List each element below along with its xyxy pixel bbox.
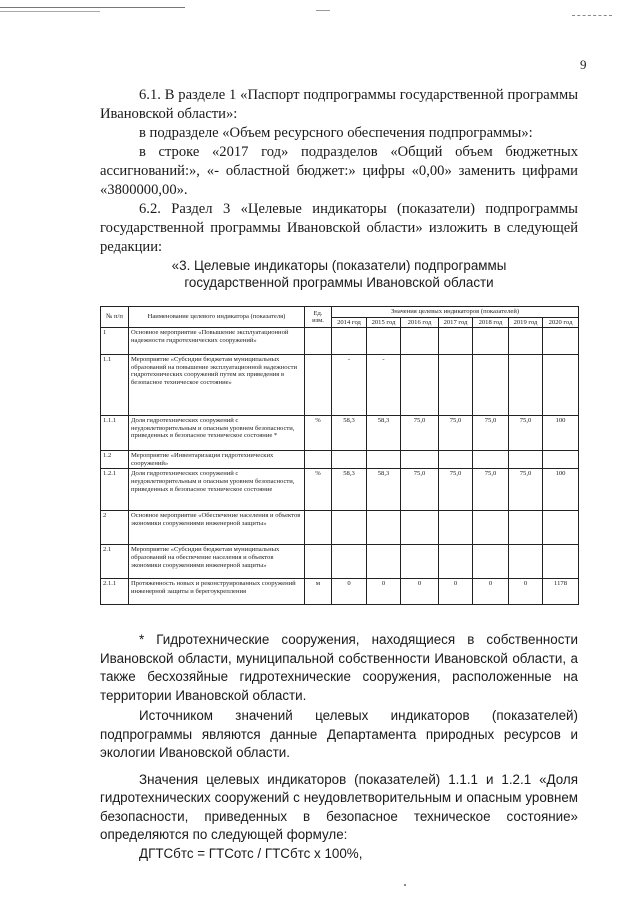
row-number-cell: 1.1.1 — [101, 416, 129, 451]
row-number-cell: 1.1 — [101, 355, 129, 416]
unit-cell — [305, 355, 332, 416]
year-cell: 2015 год — [367, 317, 401, 328]
value-cell — [473, 328, 509, 355]
value-cell: 75,0 — [401, 469, 439, 511]
year-cell: 2016 год — [401, 317, 439, 328]
source-paragraph: Источником значений целевых индикаторов (показателей) подпрограммы являются данные Департамента природных ресурсов и экологии Ивановской области. — [100, 708, 578, 760]
row-number-cell: 1 — [101, 328, 129, 355]
indicator-name-cell: Доля гидротехнических сооружений с неудовлетворительным и опасным уровнем безопасности, приведенных в безопасное техническое состояние — [129, 469, 305, 511]
value-cell: 100 — [543, 469, 579, 511]
paragraph-6-2: 6.2. Раздел 3 «Целевые индикаторы (показатели) подпрограммы государственной программы Ивановской области» изложить в следующей редакции: — [100, 201, 578, 255]
value-cell: 75,0 — [473, 416, 509, 451]
value-cell — [543, 511, 579, 545]
header-rule-secondary — [0, 11, 100, 12]
value-cell — [473, 545, 509, 579]
value-cell: 58,3 — [367, 469, 401, 511]
scan-dash — [572, 15, 612, 16]
indicator-name-cell: Мероприятие «Субсидии бюджетам муниципальных образований на обеспечение населения и объектов экономики сооружениями инженерной защиты» — [129, 545, 305, 579]
value-cell — [401, 511, 439, 545]
value-cell — [509, 451, 543, 469]
value-cell: 75,0 — [401, 416, 439, 451]
row-number-cell: 2 — [101, 511, 129, 545]
value-cell: 58,3 — [332, 416, 367, 451]
table-body — [101, 328, 579, 605]
header-rule — [0, 7, 185, 8]
header-values: Значения целевых индикаторов (показателей) — [332, 307, 579, 318]
unit-cell — [305, 545, 332, 579]
value-cell: 0 — [401, 579, 439, 605]
paragraph-row-2017: в строке «2017 год» подразделов «Общий объем бюджетных ассигнований:», «- областной бюджет:» цифры «0,00» заменить цифрами «3800000,00». — [100, 144, 578, 198]
value-cell: 75,0 — [439, 469, 473, 511]
table-title-line-2: государственной программы Ивановской области — [184, 275, 494, 290]
value-cell — [543, 328, 579, 355]
indicator-name-cell: Основное мероприятие «Повышение эксплуатационной надежности гидротехнических сооружений» — [129, 328, 305, 355]
scan-mark — [316, 10, 330, 13]
unit-cell: % — [305, 469, 332, 511]
page-number: 9 — [580, 57, 587, 72]
value-cell — [473, 511, 509, 545]
value-cell — [367, 511, 401, 545]
value-cell — [439, 355, 473, 416]
value-cell — [401, 451, 439, 469]
table-title — [100, 257, 578, 291]
value-cell — [439, 451, 473, 469]
header-unit: Ед. изм. — [305, 307, 332, 328]
row-number-cell: 2.1 — [101, 545, 129, 579]
value-cell — [367, 545, 401, 579]
table-row — [101, 469, 579, 511]
value-cell — [473, 355, 509, 416]
value-cell: 1178 — [543, 579, 579, 605]
table-row — [101, 579, 579, 605]
scan-dot — [404, 884, 406, 886]
value-cell: 75,0 — [439, 416, 473, 451]
header-name: Наименование целевого индикатора (показателя) — [129, 307, 305, 328]
value-cell — [332, 451, 367, 469]
value-cell — [439, 328, 473, 355]
year-cell: 2014 год — [332, 317, 367, 328]
value-cell: 75,0 — [473, 469, 509, 511]
table-row — [101, 416, 579, 451]
value-cell: 100 — [543, 416, 579, 451]
value-cell: 0 — [509, 579, 543, 605]
row-number-cell: 2.1.1 — [101, 579, 129, 605]
indicators-table — [100, 306, 579, 605]
formula: ДГТСбтс = ГТСотс / ГТСбтс х 100%, — [139, 845, 363, 861]
paragraph-6-1: 6.1. В разделе 1 «Паспорт подпрограммы государственной программы Ивановской области»: — [100, 87, 578, 122]
header-num: № п/п — [101, 307, 129, 328]
value-cell: 0 — [332, 579, 367, 605]
value-cell: 75,0 — [509, 416, 543, 451]
value-cell: 75,0 — [509, 469, 543, 511]
value-cell — [367, 328, 401, 355]
table-row — [101, 328, 579, 355]
unit-cell — [305, 451, 332, 469]
value-cell — [332, 511, 367, 545]
row-number-cell: 1.2.1 — [101, 469, 129, 511]
value-cell — [401, 328, 439, 355]
value-cell — [401, 355, 439, 416]
table-row — [101, 511, 579, 545]
indicator-name-cell: Мероприятие «Инвентаризация гидротехнических сооружений» — [129, 451, 305, 469]
table-row — [101, 451, 579, 469]
indicator-name-cell: Основное мероприятие «Обеспечение населения и объектов экономики сооружениями инженерной защиты» — [129, 511, 305, 545]
table-header-row — [101, 307, 579, 318]
value-cell — [332, 328, 367, 355]
value-cell — [509, 355, 543, 416]
paragraph-subsection: в подразделе «Объем ресурсного обеспечения подпрограммы»: — [139, 125, 533, 141]
value-cell — [509, 511, 543, 545]
indicator-name-cell: Доля гидротехнических сооружений с неудовлетворительным и опасным уровнем безопасности, приведенных в безопасное техническое состояние * — [129, 416, 305, 451]
unit-cell — [305, 511, 332, 545]
value-cell — [439, 511, 473, 545]
year-cell: 2019 год — [509, 317, 543, 328]
table-title-line-1: «3. Целевые индикаторы (показатели) подпрограммы — [171, 258, 507, 273]
year-cell: 2020 год — [543, 317, 579, 328]
year-cell: 2018 год — [473, 317, 509, 328]
value-cell — [543, 451, 579, 469]
indicator-name-cell: Мероприятие «Субсидии бюджетам муниципальных образований на повышение эксплуатационной надежности гидротехнических сооружений путем их приведения в безопасное техническое состояние» — [129, 355, 305, 416]
value-cell — [367, 451, 401, 469]
value-cell — [401, 545, 439, 579]
value-cell: 0 — [473, 579, 509, 605]
indicators-table-wrap — [100, 306, 578, 605]
value-cell — [509, 545, 543, 579]
unit-cell: м — [305, 579, 332, 605]
unit-cell — [305, 328, 332, 355]
value-cell: 0 — [439, 579, 473, 605]
unit-cell: % — [305, 416, 332, 451]
value-cell: - — [332, 355, 367, 416]
table-row — [101, 355, 579, 416]
value-cell — [439, 545, 473, 579]
value-cell: 58,3 — [367, 416, 401, 451]
value-cell — [332, 545, 367, 579]
body-text-top — [100, 86, 578, 257]
formula-intro: Значения целевых индикаторов (показателей) 1.1.1 и 1.2.1 «Доля гидротехнических сооружений с неудовлетворительным и опасным уровнем безопасности, приведенных в безопасное техническое состояние» определяются по следующей формуле: — [100, 771, 578, 842]
value-cell: 58,3 — [332, 469, 367, 511]
table-row — [101, 545, 579, 579]
indicator-name-cell: Протяженность новых и реконструированных сооружений инженерной защиты и берегоукрепления — [129, 579, 305, 605]
value-cell: 0 — [367, 579, 401, 605]
value-cell — [543, 355, 579, 416]
value-cell — [543, 545, 579, 579]
value-cell — [509, 328, 543, 355]
value-cell: - — [367, 355, 401, 416]
year-cell: 2017 год — [439, 317, 473, 328]
value-cell — [473, 451, 509, 469]
footnote: * Гидротехнические сооружения, находящиеся в собственности Ивановской области, муниципальной собственности Ивановской области, а также бесхозяйные гидротехнические сооружения, расположенные на территории Ивановской области. — [100, 632, 578, 703]
body-text-bottom — [100, 631, 578, 863]
row-number-cell: 1.2 — [101, 451, 129, 469]
